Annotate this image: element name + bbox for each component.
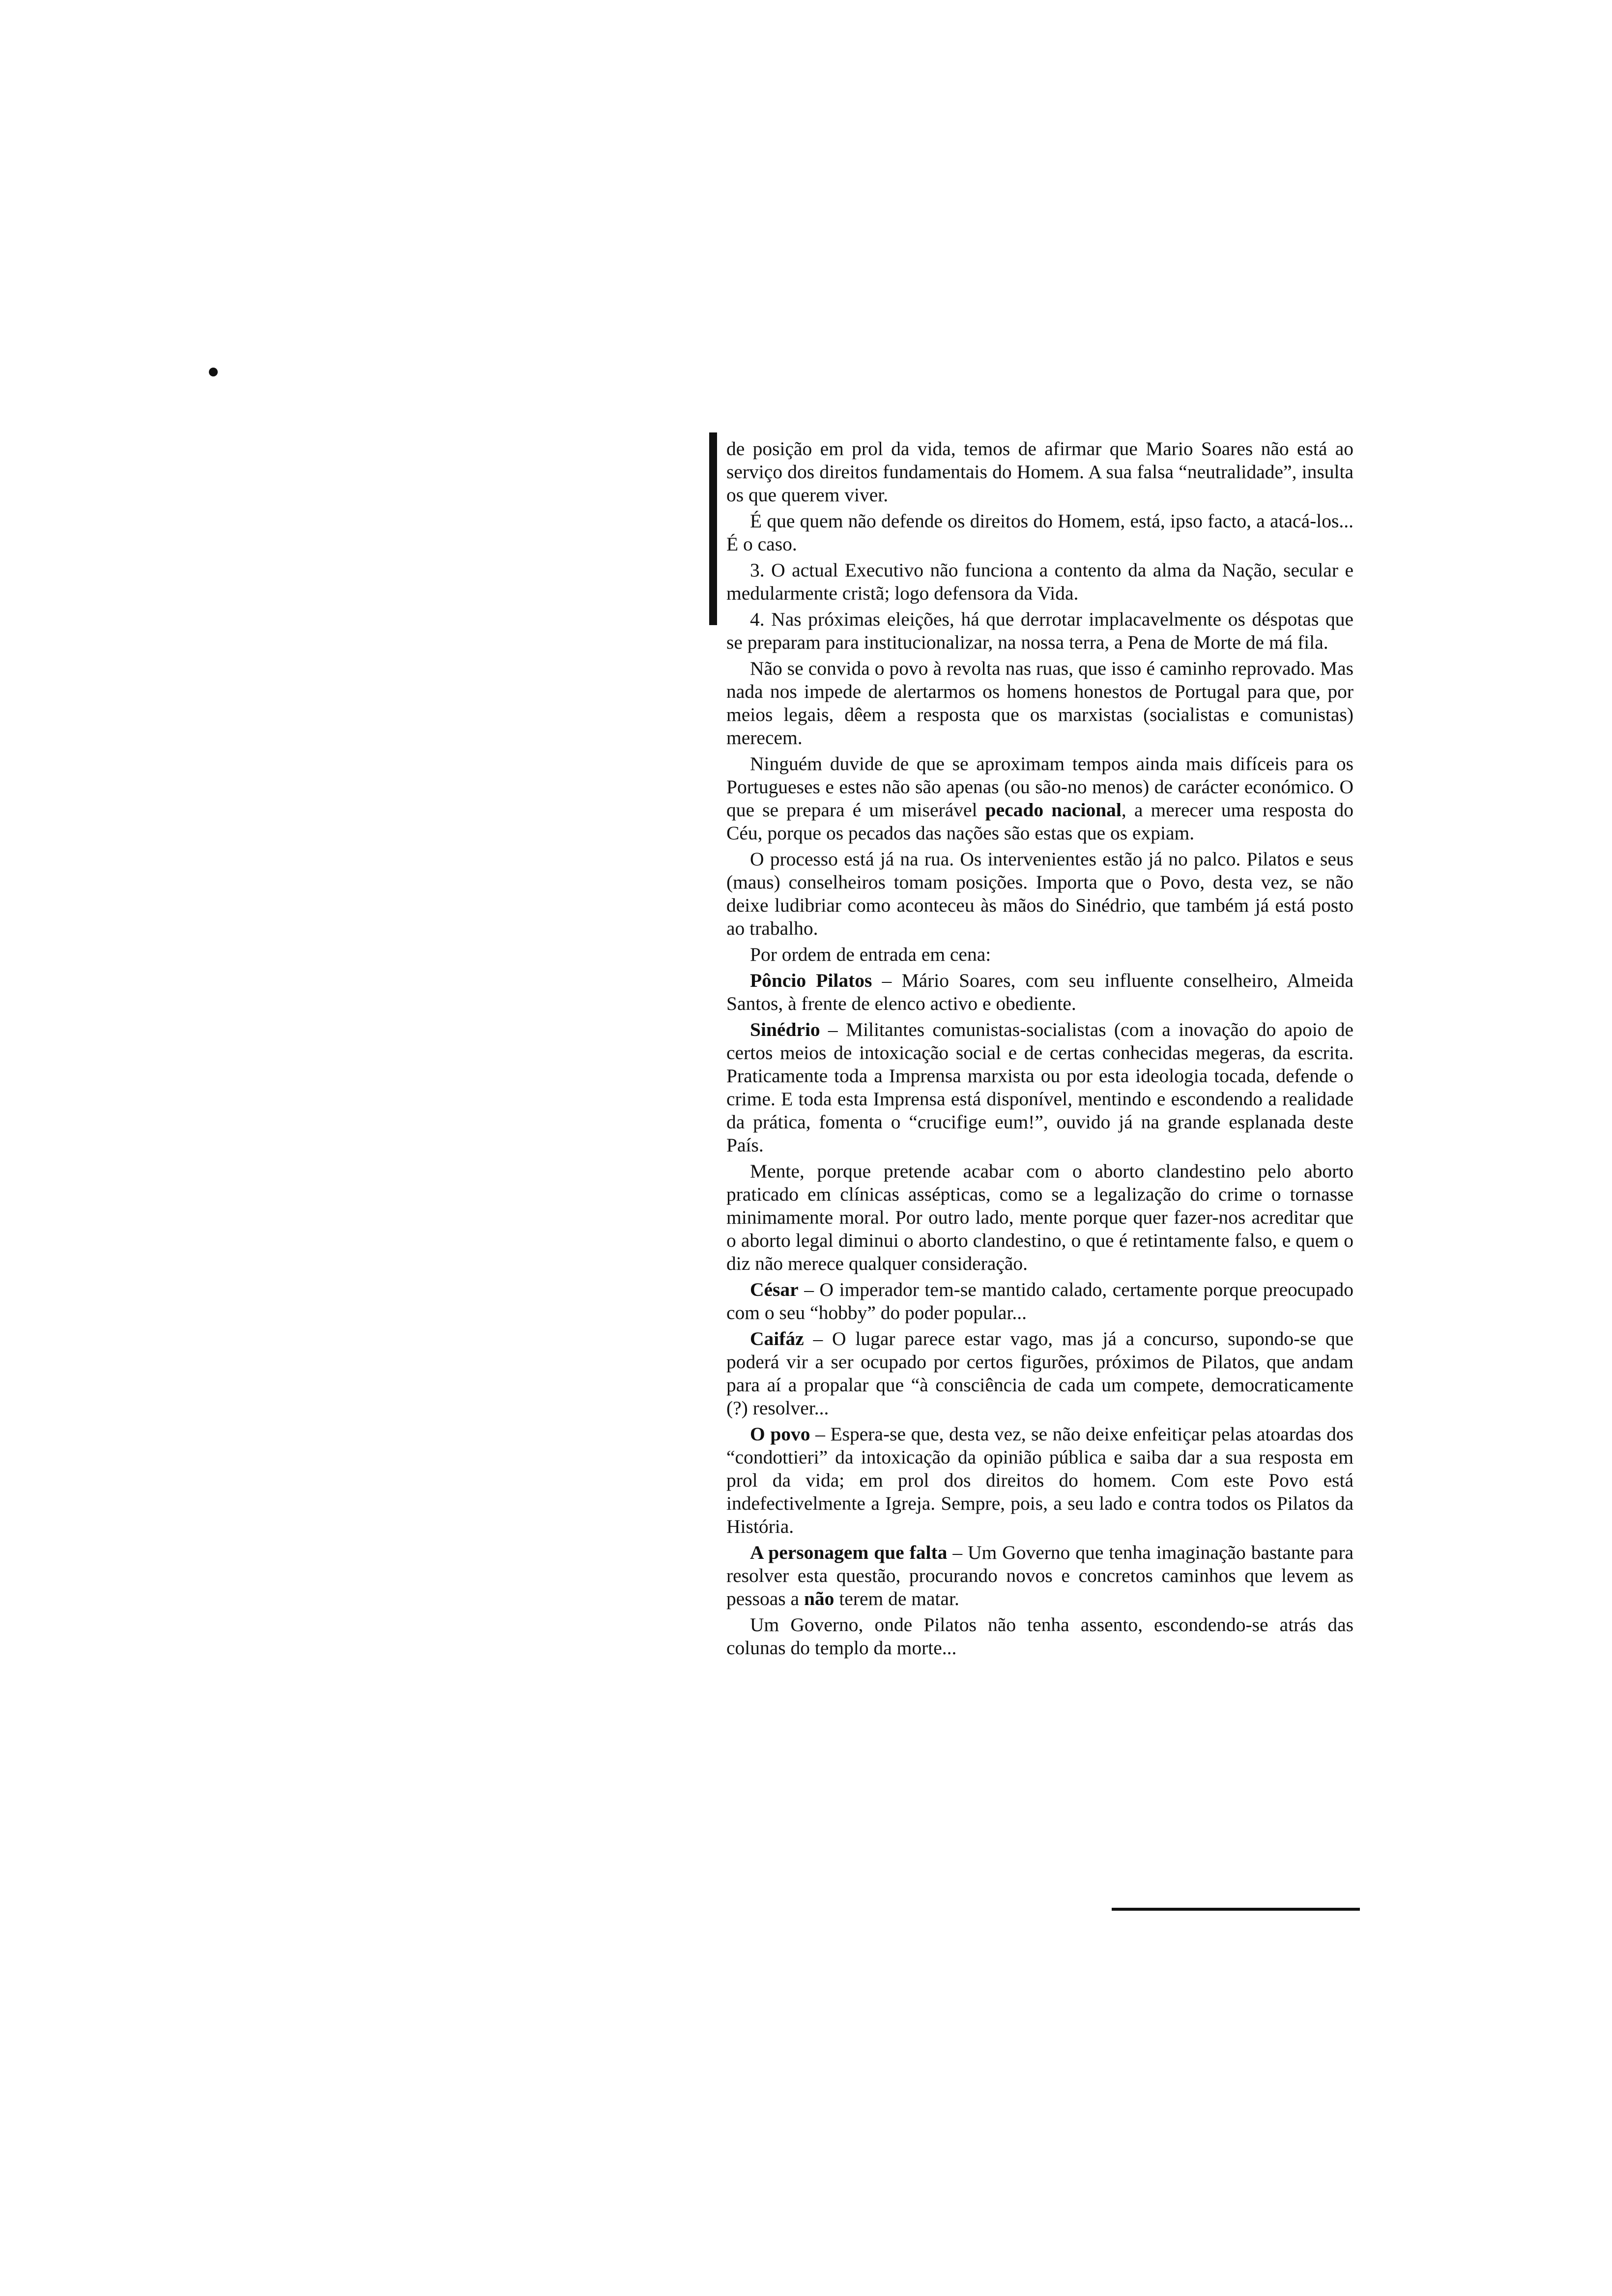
article-column [726,437,1353,1663]
paragraph-text: – O lugar parece estar vago, mas já a concurso, supondo-se que poderá vir a ser ocupado por certos figurões, próximos de Pilatos, que andam para aí a propalar que “à consciência de cada um compete, democraticamente (?) resolver... [726,1328,1353,1419]
paragraph: É que quem não defende os direitos do Homem, está, ipso facto, a atacá-los... É o caso. [726,510,1353,555]
paragraph-text: – Mário Soares, com seu influente conselheiro, Almeida Santos, à frente de elenco activo e obediente. [726,970,1353,1014]
character-name-sinedrio: Sinédrio [750,1019,820,1040]
paragraph [726,1541,1353,1610]
paragraph-text: – Espera-se que, desta vez, se não deixe enfeitiçar pelas atoardas dos “condottieri” da intoxicação da opinião pública e saiba dar a sua resposta em prol da vida; em prol dos direitos do homem. Com este Povo está indefectivelmente a Igreja. Sempre, pois, a seu lado e contra todos os Pilatos da História. [726,1423,1353,1537]
bullet-dot [209,368,218,376]
paragraph [726,1278,1353,1324]
character-name-cesar: César [750,1279,799,1300]
paragraph: Um Governo, onde Pilatos não tenha assento, escondendo-se atrás das colunas do templo da morte... [726,1614,1353,1659]
column-margin-bar [709,432,717,625]
emphasis-nao: não [804,1588,835,1609]
paragraph [726,1018,1353,1157]
paragraph: O processo está já na rua. Os intervenientes estão já no palco. Pilatos e seus (maus) conselheiros tomam posições. Importa que o Povo, desta vez, se não deixe ludibriar como aconteceu às mãos do Sinédrio, que também já está posto ao trabalho. [726,848,1353,939]
paragraph-text: Ninguém duvide de que se aproximam tempos ainda mais difíceis para os Portugueses e estes não são apenas (ou são-no menos) de carácter económico. O que se prepara é um miserável [726,753,1353,821]
paragraph-text: – Um Governo que tenha imaginação bastante para resolver esta questão, procurando novos e concretos caminhos que levem as pessoas a [726,1542,1354,1609]
paragraph: 4. Nas próximas eleições, há que derrotar implacavelmente os déspotas que se preparam para institucionalizar, na nossa terra, a Pena de Morte de má fila. [726,608,1353,653]
character-name-pilatos: Pôncio Pilatos [750,970,872,991]
paragraph-text: – Militantes comunistas-socialistas (com a inovação do apoio de certos meios de intoxicação social e de certas conhecidas megeras, da escrita. Praticamente toda a Imprensa marxista ou por esta ideologia tocada, defende o crime. E toda esta Imprensa está disponível, mentindo e escondendo a realidade da prática, fomenta o “crucifige eum!”, ouvido já na grande esplanada deste País. [726,1019,1353,1156]
paragraph-text: terem de matar. [834,1588,959,1609]
paragraph: Não se convida o povo à revolta nas ruas, que isso é caminho reprovado. Mas nada nos impede de alertarmos os homens honestos de Portugal para que, por meios legais, dêem a resposta que os marxistas (socialistas e comunistas) merecem. [726,658,1353,748]
paragraph: 3. O actual Executivo não funciona a contento da alma da Nação, secular e medularmente cristã; logo defensora da Vida. [726,559,1353,604]
emphasis-pecado-nacional: pecado nacional [985,799,1122,821]
paragraph [726,1327,1353,1420]
paragraph: de posição em prol da vida, temos de afirmar que Mario Soares não está ao serviço dos direitos fundamentais do Homem. A sua falsa “neutralidade”, insulta os que querem viver. [726,438,1353,506]
paragraph: Por ordem de entrada em cena: [750,944,991,965]
paragraph-text: , a merecer uma resposta do Céu, porque os pecados das nações são estas que os expiam. [726,799,1354,844]
character-name-personagem: A personagem que falta [750,1542,948,1563]
end-rule [1112,1908,1360,1911]
paragraph-text: – O imperador tem-se mantido calado, certamente porque preocupado com o seu “hobby” do poder popular... [726,1279,1353,1323]
paragraph [726,1423,1353,1538]
paragraph [726,969,1353,1015]
character-name-caifaz: Caifáz [750,1328,804,1349]
paragraph [726,752,1353,845]
character-name-povo: O povo [750,1423,810,1445]
paragraph: Mente, porque pretende acabar com o aborto clandestino pelo aborto praticado em clínicas assépticas, como se a legalização do crime o tornasse minimamente moral. Por outro lado, mente porque quer fazer-nos acreditar que o aborto legal diminui o aborto clandestino, o que é retintamente falso, e quem o diz não merece qualquer consideração. [726,1160,1353,1274]
